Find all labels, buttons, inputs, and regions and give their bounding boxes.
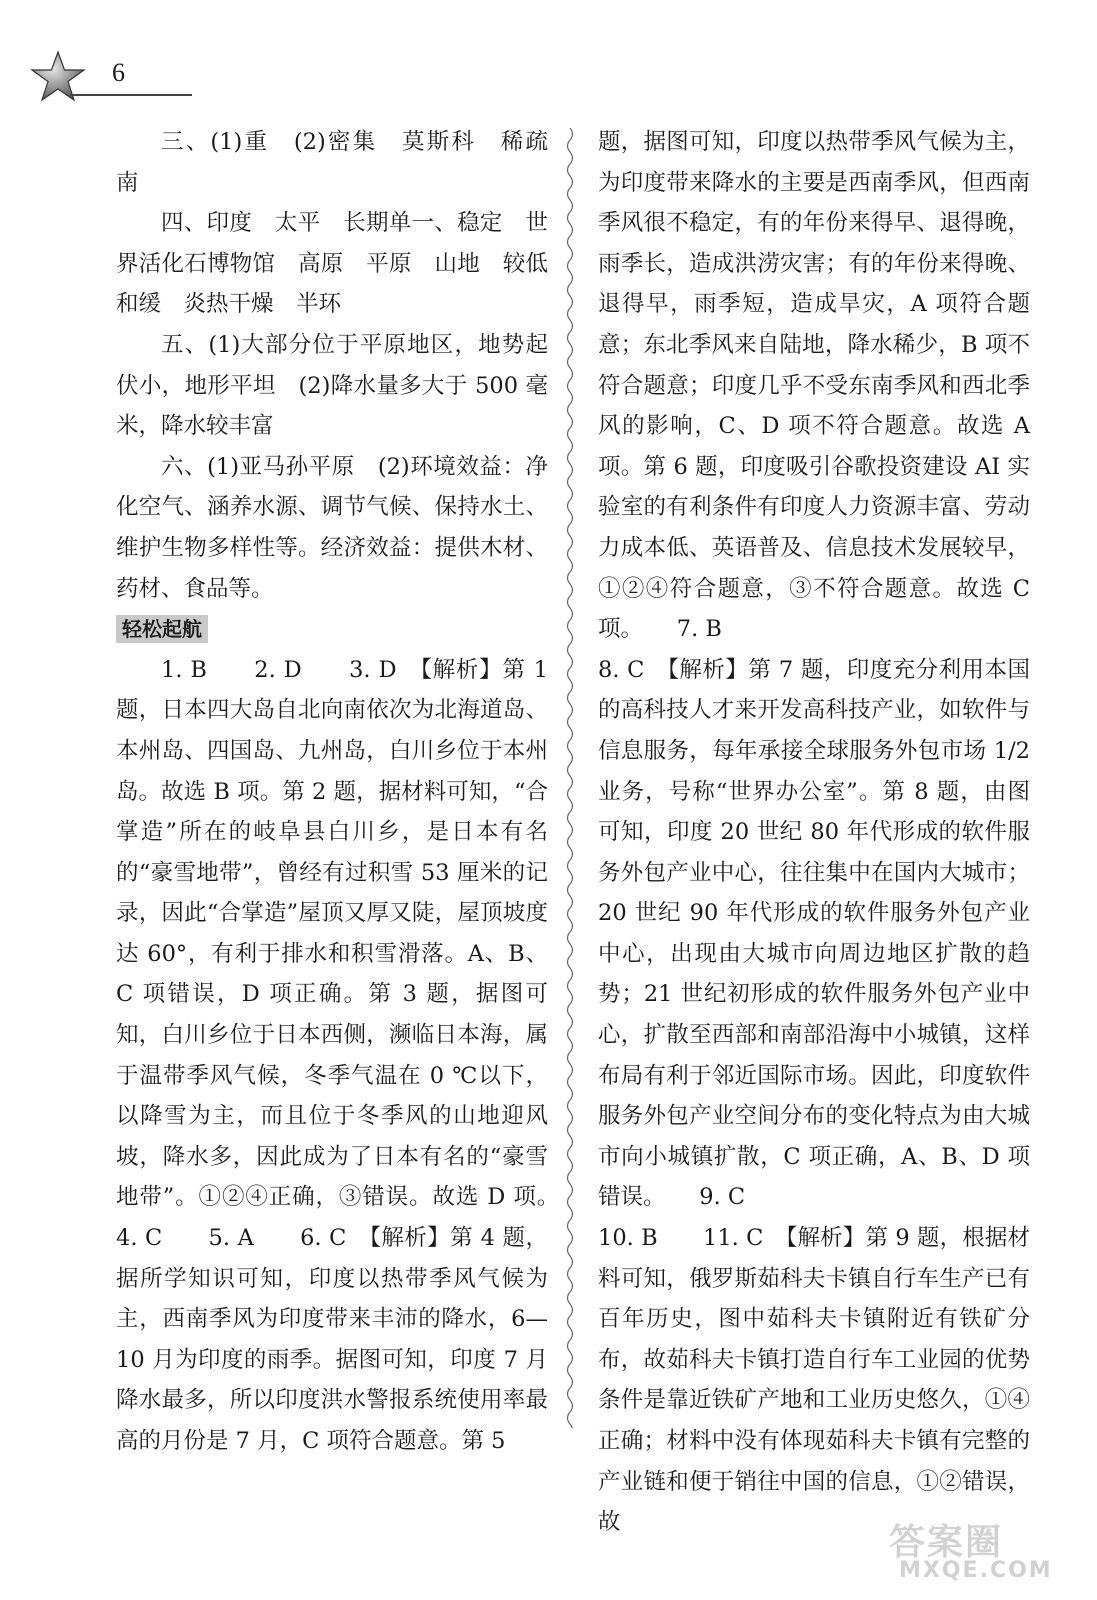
page-header [30,50,170,110]
section-title: 轻松起航 [116,615,208,643]
answer-section-3: 三、(1)重 (2)密集 莫斯科 稀疏 南 [116,129,571,196]
answer-paragraph: 题，据图可知，印度以热带季风气候为主，为印度带来降水的主要是西南季风，但西南季风很不稳定，有的年份来得早、退得晚，雨季长，造成洪涝灾害；有的年份来得晚、退得早，雨季短，造成旱灾，A 项符合题意；东北季风来自陆地，降水稀少，B 项不符合题意；印度几乎不受东南季风和西北季风的影响，C、D 项不符合题意。故选 A 项。第 6 题，印度吸引谷歌投资建设 AI 实验室的有利条件有印度人力资源丰富、劳动力成本低、英语普及、信息技术发展较早，①②④符合题意，③不符合题意。故选 C 项。 7. B [598,129,1030,643]
page-number: 6 [112,58,125,87]
answer-paragraph: 1. B 2. D 3. D 【解析】第 1 题，日本四大岛自北向南依次为北海道岛、本州岛、四国岛、九州岛，白川乡位于本州岛。故选 B 项。第 2 题，据材料可知，“合掌造”所在的岐阜县白川乡，是日本有名的“豪雪地带”，曾经有过积雪 53 厘米的记录，因此“合掌造”屋顶又厚又陡，屋顶坡度达 60°，有利于排水和积雪滑落。A、B、C 项错误，D 项正确。第 3 题，据图可知，白川乡位于日本西侧，濒临日本海，属于温带季风气候，冬季气温在 0 ℃以下，以降雪为主，而且位于冬季风的山地迎风坡，降水多，因此成为了日本有名的“豪雪地带”。①②④正确，③错误。故选 D 项。 4. C 5. A 6. C 【解析】第 4 题，据所学知识可知，印度以热带季风气候为主，西南季风为印度带来丰沛的降水，6—10 月为印度的雨季。据图可知，印度 7 月降水最多，所以印度洪水警报系统使用率最高的月份是 7 月，C 项符合题意。第 5 [116,656,594,1454]
left-column [116,122,594,1462]
column-divider [563,128,577,1428]
answer-paragraph: 10. B 11. C 【解析】第 9 题，根据材料可知，俄罗斯茹科夫卡镇自行车生产已有百年历史，图中茹科夫卡镇附近有铁矿分布，故茹科夫卡镇打造自行车工业园的优势条件是靠近铁矿产地和工业历史悠久，①④正确；材料中没有体现茹科夫卡镇有完整的产业链和便于销往中国的信息，①②错误，故 [598,1225,1030,1536]
star-icon [30,50,86,106]
watermark-url: MXQE.COM [899,1558,1053,1583]
watermark-logo-text: 答案圈 [889,1522,1004,1563]
right-column [598,122,1030,1543]
watermark [889,1514,1069,1586]
answer-section-4: 四、印度 太平 长期单一、稳定 世界活化石博物馆 高原 平原 山地 较低 和缓 炎热干燥 半环 [116,210,571,318]
answer-section-6: 六、(1)亚马孙平原 (2)环境效益：净化空气、涵养水源、调节气候、保持水土、维护生物多样性等。经济效益：提供木材、药材、食品等。 [116,453,548,602]
answer-paragraph: 8. C 【解析】第 7 题，印度充分利用本国的高科技人才来开发高科技产业，如软件与信息服务，每年承接全球服务外包市场 1/2 业务，号称“世界办公室”。第 8 题，由图可知，印度 20 世纪 80 年代形成的软件服务外包产业中心，往往集中在国内大城市；20 世纪 90 年代形成的软件服务外包产业中心，出现由大城市向周边地区扩散的趋势；21 世纪初形成的软件服务外包产业中心，扩散至西部和南部沿海中小城镇，这样布局有利于邻近国际市场。因此，印度软件服务外包产业空间分布的变化特点为由大城市向小城镇扩散，C 项正确，A、B、D 项错误。 9. C [598,656,1030,1211]
answer-section-5: 五、(1)大部分位于平原地区，地势起伏小，地形平坦 (2)降水量多大于 500 毫米，降水较丰富 [116,331,548,440]
header-rule [70,94,192,96]
